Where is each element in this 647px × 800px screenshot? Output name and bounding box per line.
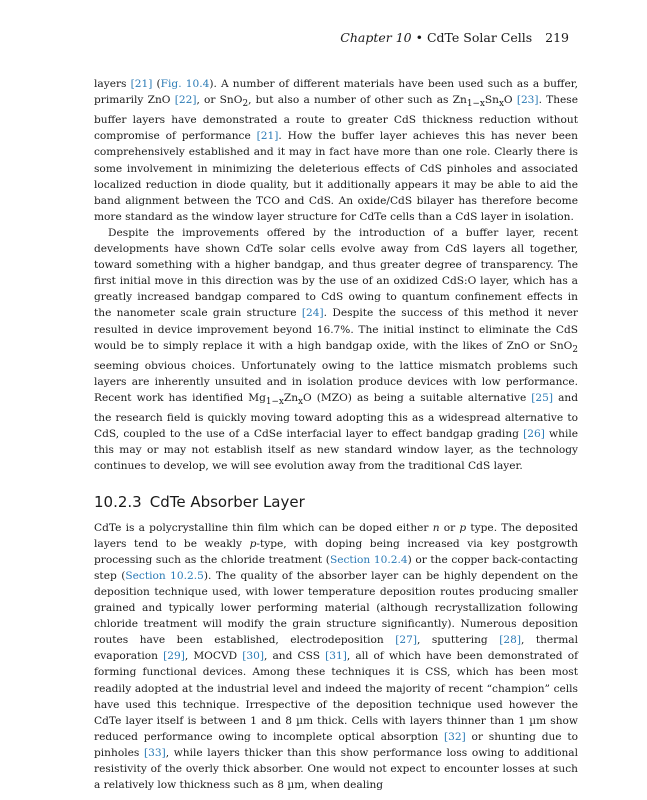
text: layers <box>94 78 131 90</box>
book-section-title: CdTe Solar Cells <box>426 30 533 45</box>
subscript: 1−x <box>466 99 485 110</box>
citation-link[interactable]: [31] <box>325 650 347 663</box>
text: , and CSS <box>263 650 326 663</box>
text: ) or the copper back-contacting step ( <box>94 553 578 582</box>
text: , thermal evaporation <box>94 634 578 663</box>
section-number: 10.2.3 <box>94 492 142 511</box>
citation-link[interactable]: [26] <box>523 428 545 441</box>
subscript: x <box>298 397 304 408</box>
text: , all of which have been demonstrated of forming functional devices. Among these techniques it is CSS, which has been most readily adopted at the industrial level and indeed the majority of recent “champion” cells have used this technique. Irrespective of the deposition technique used however the CdTe layer itself is between 1 and 8 µm thick. Cells with layers thinner than 1 µm show reduced performance owing to incomplete optical absorption <box>94 650 578 743</box>
citation-link[interactable]: [21] <box>130 78 153 90</box>
text: and the research field is quickly moving toward adopting this as a widespread alternative to CdS, coupled to the use of a CdSe interfacial layer to effect bandgap grading <box>94 392 578 441</box>
text: , but also a number of other such as Zn <box>248 94 467 107</box>
page-number: 219 <box>545 30 569 45</box>
text: , MOCVD <box>184 650 243 663</box>
text: CdTe is a polycrystalline thin film which can be doped either <box>94 521 433 534</box>
citation-link[interactable]: [29] <box>163 650 185 663</box>
section-title: CdTe Absorber Layer <box>149 492 305 511</box>
citation-link[interactable]: [22] <box>174 94 197 107</box>
figure-link[interactable]: Fig. 10.4 <box>160 78 210 90</box>
text: . How the buffer layer achieves this has never been comprehensively established and it may in fact have more than one role. Clearly there is some involvement in minimizing the deleterious effects of CdS pinholes and associated localized reduction in diode quality, but it additionally appears it may be able to aid the band alignment between the TCO and CdS. An oxide/CdS bilayer has therefore become more standard as the window layer structure for CdTe cells than a CdS layer in isolation. <box>94 130 578 223</box>
text: type. The deposited layers tend to be weakly <box>94 521 578 550</box>
body-text <box>94 76 578 793</box>
header-bullet: • <box>415 30 423 45</box>
text: Sn <box>484 94 499 107</box>
section-link[interactable]: Section 10.2.5 <box>125 569 204 582</box>
text: or <box>439 521 460 534</box>
chapter-label: Chapter 10 <box>340 30 412 45</box>
subscript: 2 <box>572 344 578 355</box>
text: while this may or may not establish itself as new standard window layer, as the technology continues to develop, we will see evolution away from the traditional CdS layer. <box>94 428 578 473</box>
citation-link[interactable]: [24] <box>301 307 324 320</box>
text: . These buffer layers have demonstrated a route to greater CdS thickness reduction without compromise of performance <box>94 94 578 143</box>
text: ). A number of different materials have been used such as a buffer, primarily ZnO <box>94 78 578 107</box>
paragraph-buffer-layers <box>94 76 578 225</box>
running-header <box>340 30 569 45</box>
paragraph-cds-alternatives <box>94 225 578 475</box>
text: Zn <box>283 392 299 404</box>
text: . Despite the success of this method it never resulted in device improvement beyond 16.7%. The initial instinct to eliminate the CdS would be to simply replace it with a high bandgap oxide, with the likes of ZnO or SnO <box>94 307 579 352</box>
italic-text: p <box>249 537 257 550</box>
text: , sputtering <box>416 634 500 647</box>
text: ( <box>152 78 161 90</box>
text: or shunting due to pinholes <box>94 730 579 759</box>
text: ). The quality of the absorber layer can be highly dependent on the deposition technique used, with lower temperature deposition routes producing smaller grained and typically lower performing material (although recrystallization following chloride treatment will modify the grain structure significantly). Numerous deposition routes have been established, electrodeposition <box>94 569 579 647</box>
text: Despite the improvements offered by the introduction of a buffer layer, recent developments have shown CdTe solar cells evolve away from CdS layers all together, toward something with a higher bandgap, and thus greater degree of transparency. The first initial move in this direction was by the use of an oxidized CdS:O layer, which has a greatly increased bandgap compared to CdS owing to quantum confinement effects in the nanometer scale grain structure <box>94 226 578 320</box>
subscript: 2 <box>242 99 249 110</box>
section-link[interactable]: Section 10.2.4 <box>329 553 408 566</box>
subscript: 1−x <box>265 397 284 408</box>
citation-link[interactable]: [30] <box>242 650 264 663</box>
text: , while layers thicker than this show performance loss owing to additional resistivity of the overly thick absorber. One would not expect to encounter losses at such a relatively low thickness such as 8 µm, when dealing <box>94 746 579 792</box>
text: O <box>503 94 517 107</box>
text: seeming obvious choices. Unfortunately owing to the lattice mismatch problems such layers are inherently unsuited and in isolation produce devices with low performance. Recent work has identified Mg <box>94 359 578 404</box>
citation-link[interactable]: [23] <box>516 94 539 107</box>
citation-link[interactable]: [21] <box>256 130 279 143</box>
text: -type, with doping being increased via key postgrowth processing such as the chloride treatment ( <box>94 537 578 566</box>
italic-text: n <box>432 521 440 534</box>
text: , or SnO <box>196 94 243 107</box>
italic-text: p <box>459 521 467 534</box>
citation-link[interactable]: [28] <box>499 634 521 647</box>
text: O (MZO) as being a suitable alternative <box>303 392 532 404</box>
citation-link[interactable]: [25] <box>531 392 554 404</box>
citation-link[interactable]: [27] <box>395 634 417 647</box>
citation-link[interactable]: [33] <box>143 746 166 759</box>
paragraph-absorber-layer <box>94 520 578 794</box>
citation-link[interactable]: [32] <box>443 730 466 743</box>
subscript: x <box>498 99 504 110</box>
section-heading <box>94 493 578 511</box>
